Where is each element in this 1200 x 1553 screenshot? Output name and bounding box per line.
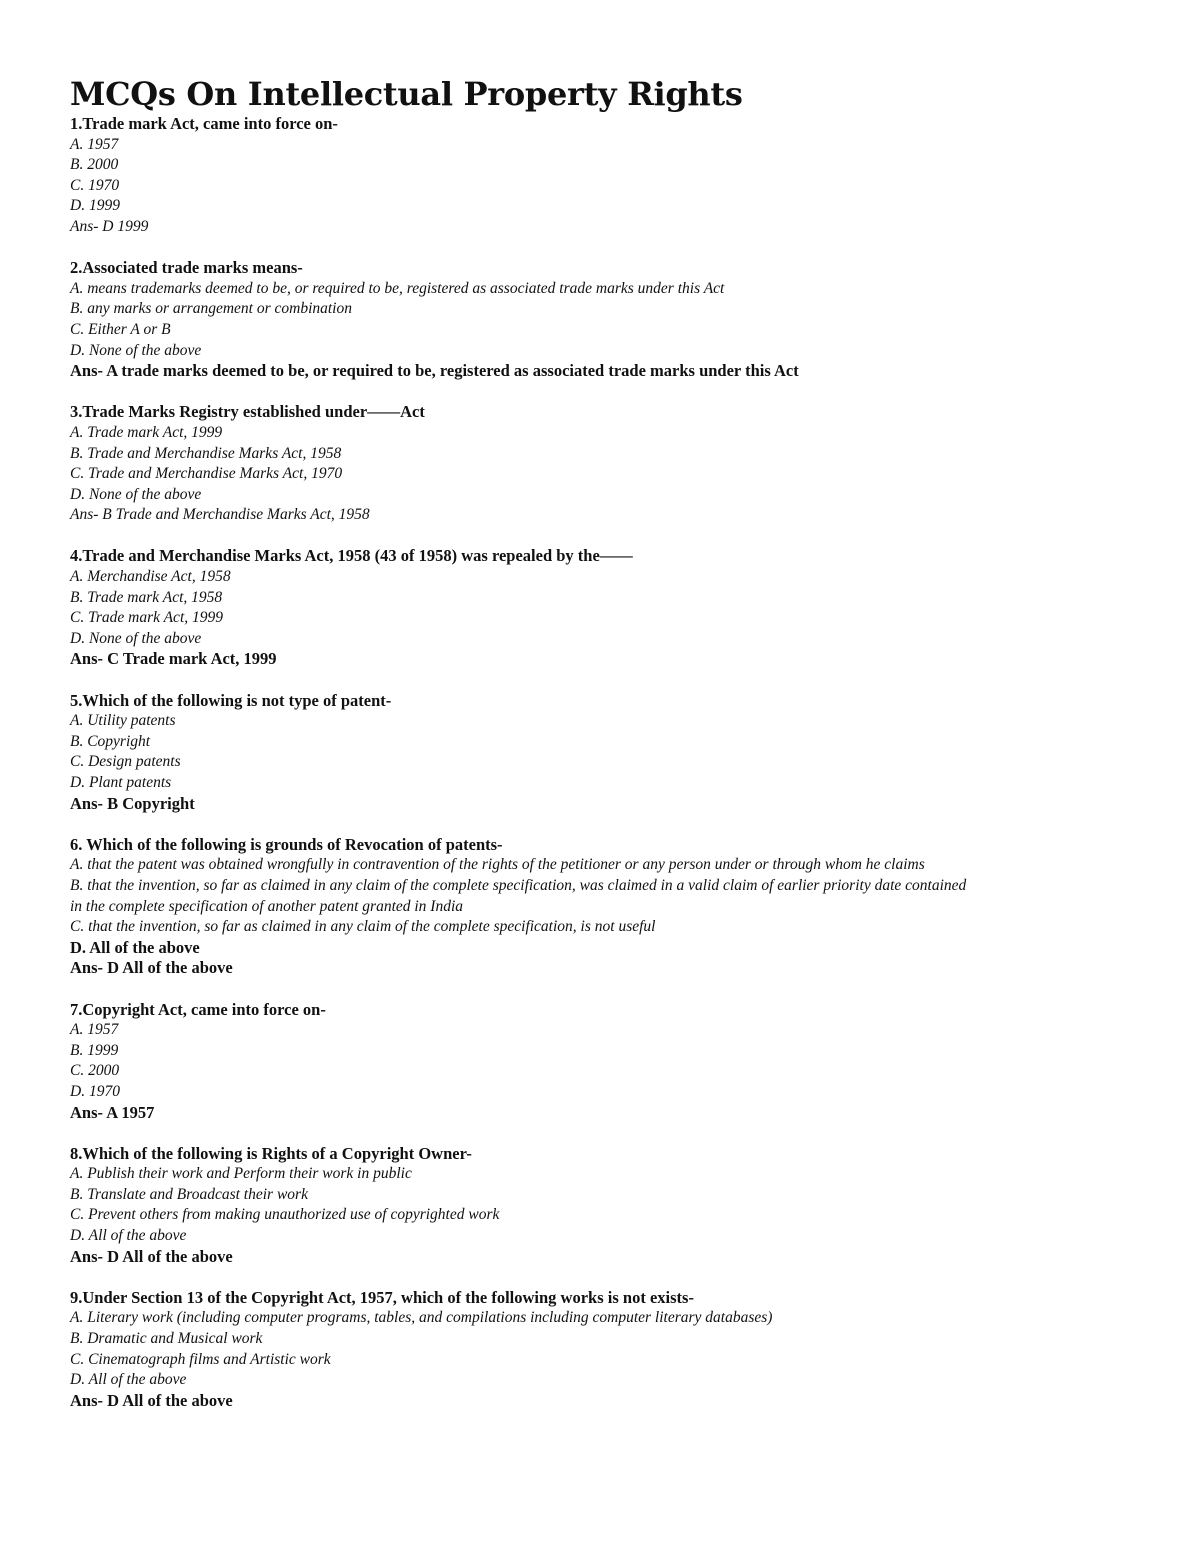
option-text: D. 1970 [70,1082,120,1100]
question-text: 1.Trade mark Act, came into force on- [70,114,338,133]
answer-text: Ans- B Trade and Merchandise Marks Act, 1958 [70,506,370,524]
question-text: 3.Trade Marks Registry established under——Act [70,402,425,422]
option-text: A. Utility patents [70,712,176,730]
option-text: A. means trademarks deemed to be, or required to be, registered as associated trade marks under this Act [70,279,725,297]
question-block [70,1144,1170,1268]
option-text: C. 1970 [70,176,120,194]
answer-text: Ans- B Copyright [70,793,195,813]
option-text: B. Copyright [70,732,151,750]
option-text: B. Trade and Merchandise Marks Act, 1958 [70,444,342,462]
option-text: C. that the invention, so far as claimed in any claim of the complete specification, is not useful [70,918,656,936]
answer-text: Ans- D 1999 [70,217,149,235]
option-text: C. Cinematograph films and Artistic work [70,1350,331,1368]
option-text: D. 1999 [70,197,120,215]
question-block [70,1288,1170,1412]
question-list [70,114,1170,1411]
question-block [70,402,1170,526]
question-text: 4.Trade and Merchandise Marks Act, 1958 (43 of 1958) was repealed by the—— [70,546,633,566]
option-text: B. 1999 [70,1041,119,1059]
option-text: C. Trade mark Act, 1999 [70,609,223,627]
option-text: C. Prevent others from making unauthorized use of copyrighted work [70,1206,500,1224]
option-text: B. Trade mark Act, 1958 [70,588,223,606]
option-text: B. that the invention, so far as claimed in any claim of the complete specification, was claimed in a valid claim of earlier priority date contained [70,876,967,894]
option-text: B. 2000 [70,156,119,174]
question-text: 7.Copyright Act, came into force on- [70,999,326,1019]
question-block [70,691,1170,815]
option-text: C. Trade and Merchandise Marks Act, 1970 [70,465,343,483]
question-block [70,546,1170,670]
option-text: A. 1957 [70,135,119,153]
question-text: 2.Associated trade marks means- [70,258,303,278]
option-text: A. Trade mark Act, 1999 [70,423,223,441]
option-text: B. Dramatic and Musical work [70,1330,263,1348]
option-text: A. 1957 [70,1021,119,1039]
option-text: C. Design patents [70,753,181,771]
question-block [70,114,1170,238]
question-text: 5.Which of the following is not type of patent- [70,690,392,710]
option-text: D. None of the above [70,341,202,359]
answer-text: Ans- D All of the above [70,1390,233,1410]
option-text: C. 2000 [70,1062,120,1080]
option-text: A. Publish their work and Perform their work in public [70,1165,412,1183]
option-text: A. that the patent was obtained wrongfully in contravention of the rights of the petitioner or any person under or through whom he claims [70,856,925,874]
question-text: 6. Which of the following is grounds of Revocation of patents- [70,834,503,854]
option-text: D. None of the above [70,629,202,647]
page-title: MCQs On Intellectual Property Rights [70,75,743,113]
answer-text: Ans- D All of the above [70,1246,233,1266]
question-block [70,1000,1170,1124]
option-text: D. All of the above [70,1227,187,1245]
document-page [70,74,1170,1432]
option-text: D. Plant patents [70,774,172,791]
answer-text: Ans- D All of the above [70,958,233,978]
option-text: D. All of the above [70,1371,187,1389]
question-block [70,258,1170,382]
option-text: D. All of the above [70,937,200,957]
answer-text: Ans- A trade marks deemed to be, or required to be, registered as associated trade marks under this Act [70,361,799,381]
option-text: A. Literary work (including computer programs, tables, and compilations including computer literary databases) [70,1309,773,1327]
question-text: 9.Under Section 13 of the Copyright Act, 1957, which of the following works is not exists- [70,1287,694,1307]
option-text: B. Translate and Broadcast their work [70,1185,308,1203]
option-text: C. Either A or B [70,320,171,338]
option-text: D. None of the above [70,485,202,503]
answer-text: Ans- C Trade mark Act, 1999 [70,649,277,669]
option-text: B. any marks or arrangement or combination [70,300,352,318]
answer-text: Ans- A 1957 [70,1102,155,1122]
question-block [70,835,1170,979]
question-text: 8.Which of the following is Rights of a Copyright Owner- [70,1143,472,1163]
option-text: A. Merchandise Act, 1958 [70,568,231,586]
option-text: in the complete specification of another patent granted in India [70,897,464,915]
